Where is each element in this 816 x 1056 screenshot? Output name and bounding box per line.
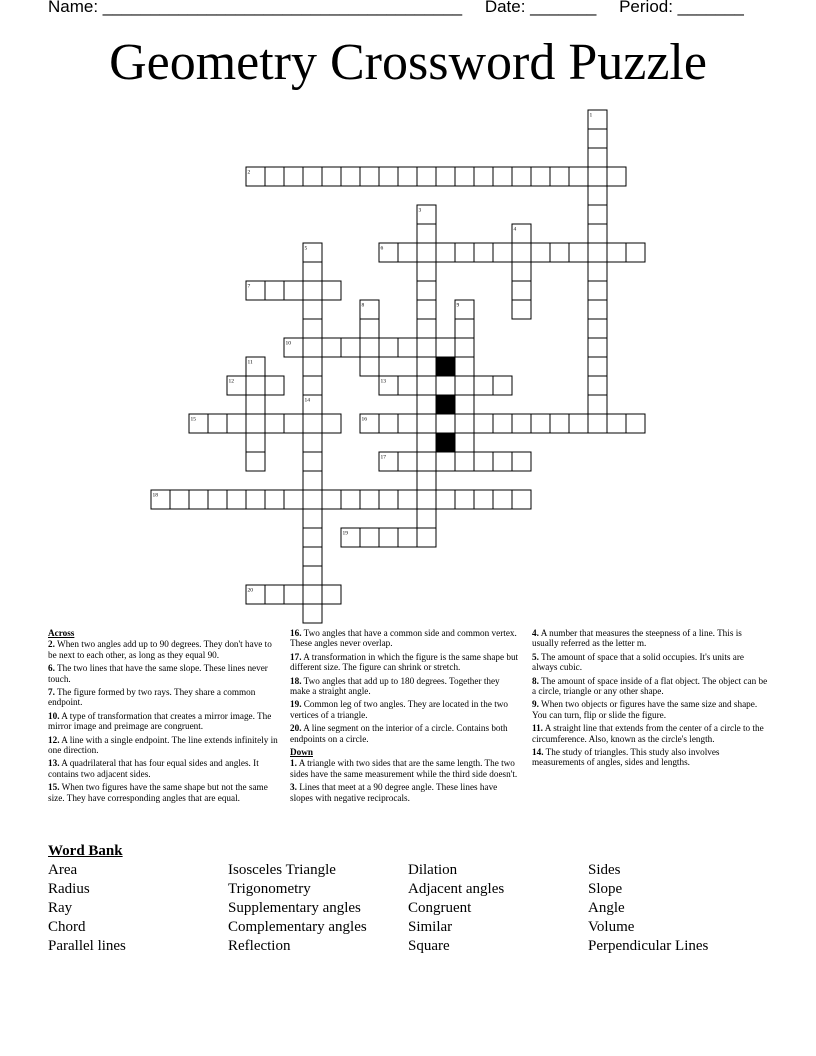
grid-cell[interactable] [588, 300, 607, 319]
grid-cell[interactable] [512, 490, 531, 509]
word-bank-title: Word Bank [48, 843, 123, 859]
grid-cell[interactable] [588, 186, 607, 205]
grid-cell[interactable] [455, 338, 474, 357]
grid-cell[interactable] [512, 414, 531, 433]
grid-cell[interactable] [284, 490, 303, 509]
word-bank-item: Perpendicular Lines [588, 938, 709, 954]
grid-cell[interactable] [455, 433, 474, 452]
clue-across-12: 12. A line with a single endpoint. The line extends infinitely in one direction. [48, 734, 278, 756]
grid-cell[interactable] [569, 243, 588, 262]
clue-number: 6 [380, 245, 384, 252]
grid-cell[interactable] [303, 357, 322, 376]
grid-cell[interactable] [588, 281, 607, 300]
grid-cell[interactable] [322, 585, 341, 604]
grid-cell[interactable] [303, 167, 322, 186]
word-bank-item: Radius [48, 881, 90, 897]
name-field[interactable]: Name: ______________________________________ [48, 0, 463, 16]
grid-cell[interactable] [360, 319, 379, 338]
grid-cell[interactable] [474, 167, 493, 186]
clue-number: 4 [513, 226, 517, 233]
grid-cell[interactable] [436, 338, 455, 357]
grid-cell[interactable] [398, 452, 417, 471]
grid-cell[interactable] [303, 509, 322, 528]
grid-cell[interactable] [303, 490, 322, 509]
grid-cell[interactable] [303, 281, 322, 300]
grid-cell[interactable] [531, 243, 550, 262]
clues-column-3 [532, 628, 768, 771]
clue-down-5: 5. The amount of space that a solid occupies. It's units are always cubic. [532, 651, 744, 673]
grid-cell[interactable] [417, 452, 436, 471]
clue-across-18: 18. Two angles that add up to 180 degrees. Together they make a straight angle. [290, 675, 500, 697]
grid-cell[interactable] [436, 490, 455, 509]
grid-cell[interactable] [455, 452, 474, 471]
clue-down-9: 9. When two objects or figures have the same size and shape. You can turn, flip or slide the figure. [532, 699, 758, 720]
grid-cell[interactable] [588, 357, 607, 376]
grid-cell[interactable] [550, 167, 569, 186]
grid-cell[interactable] [246, 414, 265, 433]
clue-number: 17 [380, 454, 386, 461]
grid-cell[interactable] [455, 357, 474, 376]
grid-cell[interactable] [455, 414, 474, 433]
grid-cell[interactable] [246, 490, 265, 509]
grid-cell[interactable] [303, 585, 322, 604]
word-bank-item: Volume [588, 919, 635, 935]
word-bank-item: Congruent [408, 900, 472, 916]
grid-cell[interactable] [189, 490, 208, 509]
word-bank-item: Area [48, 862, 78, 878]
grid-cell[interactable] [170, 490, 189, 509]
grid-cell[interactable] [303, 300, 322, 319]
word-bank-item: Slope [588, 881, 623, 897]
grid-cell[interactable] [398, 243, 417, 262]
clue-number: 15 [190, 416, 196, 423]
grid-cell[interactable] [436, 376, 455, 395]
grid-cell[interactable] [208, 490, 227, 509]
grid-cell[interactable] [512, 300, 531, 319]
word-bank-item: Complementary angles [228, 919, 367, 935]
page-title: Geometry Crossword Puzzle [109, 34, 707, 91]
clue-number: 13 [380, 378, 386, 385]
grid-cell[interactable] [227, 414, 246, 433]
clue-number: 19 [342, 530, 348, 537]
grid-cell[interactable] [322, 490, 341, 509]
grid-cell[interactable] [379, 414, 398, 433]
grid-cell-black [436, 395, 455, 414]
grid-cell[interactable] [417, 509, 436, 528]
grid-cell[interactable] [398, 376, 417, 395]
grid-cell-black [436, 357, 455, 376]
clue-number: 11 [247, 359, 253, 366]
grid-cell-black [436, 433, 455, 452]
grid-cell[interactable] [588, 262, 607, 281]
grid-cell[interactable] [607, 243, 626, 262]
clue-across-20: 20. A line segment on the interior of a circle. Contains both endpoints on a circle. [290, 723, 508, 744]
grid-cell[interactable] [550, 243, 569, 262]
grid-cell[interactable] [588, 338, 607, 357]
grid-cell[interactable] [569, 414, 588, 433]
clue-down-14: 14. The study of triangles. This study also involves measurements of angles, sides and lengths. [532, 747, 720, 768]
across-heading: Across [48, 628, 75, 638]
clue-across-13: 13. A quadrilateral that has four equal sides and angles. It contains two adjacent sides. [48, 758, 259, 779]
grid-cell[interactable] [341, 490, 360, 509]
clue-number: 10 [285, 340, 291, 347]
date-field[interactable]: Date: _______ [484, 0, 597, 16]
grid-cell[interactable] [303, 433, 322, 452]
word-bank-item: Similar [408, 919, 453, 935]
clue-across-15: 15. When two figures have the same shape but not the same size. They have corresponding angles that are equal. [48, 782, 268, 803]
grid-cell[interactable] [607, 167, 626, 186]
grid-cell[interactable] [417, 376, 436, 395]
word-bank-item: Angle [588, 900, 625, 916]
grid-cell[interactable] [512, 452, 531, 471]
grid-cell[interactable] [398, 414, 417, 433]
grid-cell[interactable] [493, 490, 512, 509]
grid-cell[interactable] [455, 395, 474, 414]
down-heading: Down [290, 747, 313, 758]
grid-cell[interactable] [398, 167, 417, 186]
word-bank-item: Supplementary angles [228, 900, 361, 916]
grid-cell[interactable] [398, 528, 417, 547]
grid-cell[interactable] [341, 338, 360, 357]
grid-cell[interactable] [322, 414, 341, 433]
clue-across-17: 17. A transformation in which the figure is the same shape but different size. The figure can shrink or stretch. [290, 651, 519, 673]
grid-cell[interactable] [626, 414, 645, 433]
grid-cell[interactable] [474, 414, 493, 433]
grid-cell[interactable] [607, 414, 626, 433]
grid-cell[interactable] [417, 262, 436, 281]
clues-column-2 [290, 628, 520, 806]
grid-cell[interactable] [493, 452, 512, 471]
grid-cell[interactable] [303, 471, 322, 490]
grid-cell[interactable] [303, 338, 322, 357]
grid-cell[interactable] [588, 148, 607, 167]
grid-cell[interactable] [265, 490, 284, 509]
word-bank-column-1 [48, 861, 126, 956]
word-bank-item: Reflection [228, 938, 291, 954]
word-bank-column-2 [228, 861, 367, 956]
grid-cell[interactable] [303, 604, 322, 623]
grid-cell[interactable] [455, 243, 474, 262]
grid-cell[interactable] [474, 452, 493, 471]
grid-cell[interactable] [588, 224, 607, 243]
clues-column-1 [48, 628, 280, 806]
grid-cell[interactable] [284, 167, 303, 186]
grid-cell[interactable] [360, 490, 379, 509]
grid-cell[interactable] [322, 281, 341, 300]
grid-cell[interactable] [417, 319, 436, 338]
clue-number: 7 [247, 283, 251, 290]
clue-across-6: 6. The two lines that have the same slope. These lines never touch. [48, 663, 268, 684]
word-bank-item: Chord [48, 919, 86, 935]
clue-down-8: 8. The amount of space inside of a flat object. The object can be a circle, triangle or any other shape. [532, 675, 768, 697]
grid-cell[interactable] [588, 129, 607, 148]
grid-cell[interactable] [379, 338, 398, 357]
grid-cell[interactable] [493, 414, 512, 433]
grid-cell[interactable] [531, 414, 550, 433]
grid-cell[interactable] [246, 376, 265, 395]
grid-cell[interactable] [531, 167, 550, 186]
clue-across-2: 2. When two angles add up to 90 degrees. They don't have to be next to each other, as long as they equal 90. [48, 639, 272, 660]
clue-number: 20 [247, 587, 253, 594]
clue-number: 2 [247, 169, 251, 176]
grid-cell[interactable] [284, 585, 303, 604]
grid-cell[interactable] [379, 167, 398, 186]
grid-cell[interactable] [588, 414, 607, 433]
grid-cell[interactable] [265, 281, 284, 300]
grid-cell[interactable] [208, 414, 227, 433]
grid-cell[interactable] [493, 376, 512, 395]
period-field[interactable]: Period: _______ [619, 0, 744, 16]
word-bank-item: Dilation [408, 862, 458, 878]
clue-number: 12 [228, 378, 234, 385]
grid-cell[interactable] [455, 490, 474, 509]
grid-cell[interactable] [417, 395, 436, 414]
grid-cell[interactable] [417, 281, 436, 300]
grid-cell[interactable] [417, 528, 436, 547]
grid-cell[interactable] [474, 490, 493, 509]
grid-cell[interactable] [265, 585, 284, 604]
grid-cell[interactable] [360, 338, 379, 357]
grid-cell[interactable] [303, 262, 322, 281]
grid-cell[interactable] [303, 528, 322, 547]
grid-cell[interactable] [626, 243, 645, 262]
grid-cell[interactable] [360, 167, 379, 186]
grid-cell[interactable] [512, 281, 531, 300]
clue-number: 18 [152, 492, 158, 499]
clue-number: 8 [361, 302, 365, 309]
grid-cell[interactable] [588, 395, 607, 414]
word-bank-item: Parallel lines [48, 938, 126, 954]
grid-cell[interactable] [417, 224, 436, 243]
grid-cell[interactable] [455, 376, 474, 395]
clue-number: 9 [456, 302, 460, 309]
grid-cell[interactable] [246, 433, 265, 452]
grid-cell[interactable] [417, 490, 436, 509]
word-bank-item: Ray [48, 900, 73, 916]
grid-cell[interactable] [588, 167, 607, 186]
grid-cell[interactable] [322, 338, 341, 357]
grid-cell[interactable] [436, 414, 455, 433]
grid-cell[interactable] [303, 547, 322, 566]
word-bank-column-3 [408, 861, 504, 956]
grid-cell[interactable] [493, 167, 512, 186]
grid-cell[interactable] [303, 319, 322, 338]
clue-across-16: 16. Two angles that have a common side and common vertex. These angles never overlap. [290, 628, 517, 649]
clue-number: 5 [304, 245, 308, 252]
grid-cell[interactable] [512, 243, 531, 262]
grid-cell[interactable] [417, 338, 436, 357]
word-bank-item: Sides [588, 862, 621, 878]
grid-cell[interactable] [588, 205, 607, 224]
grid-cell[interactable] [512, 167, 531, 186]
clue-down-4: 4. A number that measures the steepness of a line. This is usually referred as the letter m. [532, 628, 742, 649]
grid-cell[interactable] [284, 281, 303, 300]
grid-cell[interactable] [360, 357, 379, 376]
clue-across-7: 7. The figure formed by two rays. They share a common endpoint. [48, 687, 256, 708]
grid-cell[interactable] [379, 528, 398, 547]
grid-cell[interactable] [417, 357, 436, 376]
clue-number: 14 [304, 397, 310, 404]
clue-down-3: 3. Lines that meet at a 90 degree angle. These lines have slopes with negative reciprocals. [290, 782, 498, 803]
grid-cell[interactable] [436, 243, 455, 262]
grid-cell[interactable] [455, 319, 474, 338]
grid-cell[interactable] [360, 528, 379, 547]
grid-cell[interactable] [227, 490, 246, 509]
grid-cell[interactable] [246, 395, 265, 414]
grid-cell[interactable] [512, 262, 531, 281]
word-bank-item: Trigonometry [228, 881, 311, 897]
grid-cell[interactable] [588, 376, 607, 395]
grid-cell[interactable] [417, 243, 436, 262]
grid-cell[interactable] [417, 167, 436, 186]
clue-down-11: 11. A straight line that extends from the center of a circle to the circumference. Also, known as the circle's length. [532, 723, 764, 744]
grid-cell[interactable] [417, 300, 436, 319]
grid-cell[interactable] [265, 167, 284, 186]
word-bank-item: Adjacent angles [408, 881, 505, 897]
word-bank-column-4 [588, 861, 708, 956]
word-bank-item: Square [408, 938, 450, 954]
clue-down-1: 1. A triangle with two sides that are the same length. The two sides have the same measurement while the third side doesn't. [290, 758, 518, 779]
grid-cell[interactable] [303, 566, 322, 585]
grid-cell[interactable] [322, 167, 341, 186]
grid-cell[interactable] [455, 167, 474, 186]
grid-cell[interactable] [474, 243, 493, 262]
word-bank-item: Isosceles Triangle [228, 862, 336, 878]
grid-cell[interactable] [417, 414, 436, 433]
grid-cell[interactable] [417, 471, 436, 490]
grid-cell[interactable] [550, 414, 569, 433]
grid-cell[interactable] [398, 490, 417, 509]
grid-cell[interactable] [588, 243, 607, 262]
grid-cell[interactable] [436, 452, 455, 471]
grid-cell[interactable] [303, 452, 322, 471]
clue-number: 1 [589, 112, 593, 119]
grid-cell[interactable] [265, 376, 284, 395]
clue-across-10: 10. A type of transformation that creates a mirror image. The mirror image and preimage are congruent. [48, 710, 272, 732]
grid-cell[interactable] [436, 167, 455, 186]
grid-cell[interactable] [284, 414, 303, 433]
grid-cell[interactable] [341, 167, 360, 186]
grid-cell[interactable] [246, 452, 265, 471]
grid-cell[interactable] [379, 490, 398, 509]
grid-cell[interactable] [588, 319, 607, 338]
grid-cell[interactable] [398, 338, 417, 357]
grid-cell[interactable] [493, 243, 512, 262]
grid-cell[interactable] [303, 414, 322, 433]
grid-cell[interactable] [474, 376, 493, 395]
grid-cell[interactable] [303, 376, 322, 395]
clue-across-19: 19. Common leg of two angles. They are located in the two vertices of a triangle. [290, 699, 508, 720]
grid-cell[interactable] [569, 167, 588, 186]
clue-number: 16 [361, 416, 367, 423]
grid-cell[interactable] [417, 433, 436, 452]
clue-number: 3 [418, 207, 422, 214]
grid-cell[interactable] [265, 414, 284, 433]
